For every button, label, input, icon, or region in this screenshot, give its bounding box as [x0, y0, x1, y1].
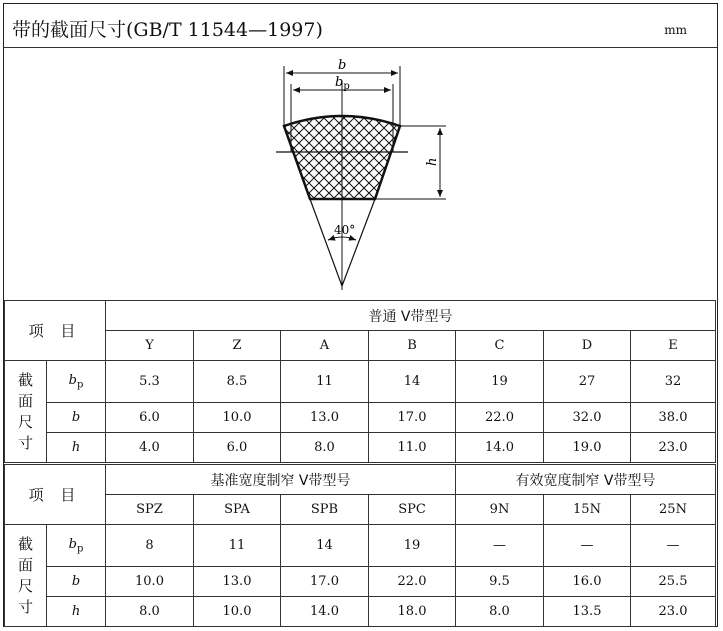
col-header: Y — [106, 331, 194, 361]
table-cell: 5.3 — [106, 361, 194, 403]
group-header-effective-width: 有效宽度制窄 V带型号 — [456, 465, 716, 495]
col-header: B — [369, 331, 456, 361]
row-symbol-b: b — [47, 567, 106, 597]
spec-frame — [3, 3, 718, 627]
table-cell: 10.0 — [194, 597, 281, 627]
table-cell: 8.5 — [194, 361, 281, 403]
table-cell: 22.0 — [456, 403, 544, 433]
table-cell: 23.0 — [631, 597, 716, 627]
col-header: SPC — [369, 495, 456, 525]
table-row — [5, 433, 716, 463]
table-cell: 8.0 — [281, 433, 369, 463]
table-cell: 14.0 — [456, 433, 544, 463]
col-header: 9N — [456, 495, 544, 525]
col-header: 25N — [631, 495, 716, 525]
col-header: D — [544, 331, 631, 361]
table-cell: 19 — [369, 525, 456, 567]
table-cell: 14.0 — [281, 597, 369, 627]
table-cell: — — [544, 525, 631, 567]
section-label: 截 面 尺 寸 — [5, 361, 47, 463]
row-symbol-bp: $b_p$ — [47, 525, 106, 567]
table-cell: 6.0 — [106, 403, 194, 433]
table-cell: 32 — [631, 361, 716, 403]
table-cell: 19 — [456, 361, 544, 403]
table-cell: 11 — [281, 361, 369, 403]
table-cell: 32.0 — [544, 403, 631, 433]
classic-v-belt-table — [4, 300, 716, 463]
table-cell: 14 — [369, 361, 456, 403]
group-header-datum-width: 基准宽度制窄 V带型号 — [106, 465, 456, 495]
section-label: 截 面 尺 寸 — [5, 525, 47, 627]
table-row — [5, 567, 716, 597]
table-cell: 17.0 — [369, 403, 456, 433]
table-cell: 19.0 — [544, 433, 631, 463]
table-cell: 11 — [194, 525, 281, 567]
row-symbol-h: h — [47, 433, 106, 463]
row-symbol-b: b — [47, 403, 106, 433]
table-cell: 27 — [544, 361, 631, 403]
table-cell: 6.0 — [194, 433, 281, 463]
row-symbol-h: h — [47, 597, 106, 627]
table-cell: 22.0 — [369, 567, 456, 597]
table-cell: 14 — [281, 525, 369, 567]
belt-section-figure — [4, 48, 717, 300]
col-header: SPB — [281, 495, 369, 525]
table-cell: 10.0 — [194, 403, 281, 433]
table-cell: 10.0 — [106, 567, 194, 597]
table-cell: — — [456, 525, 544, 567]
table-cell: 16.0 — [544, 567, 631, 597]
narrow-v-belt-table — [4, 464, 716, 627]
table-cell: 8 — [106, 525, 194, 567]
table-cell: 13.0 — [281, 403, 369, 433]
table-row — [5, 525, 716, 567]
col-header: A — [281, 331, 369, 361]
table-cell: — — [631, 525, 716, 567]
row-symbol-bp: $b_p$ — [47, 361, 106, 403]
col-header: SPA — [194, 495, 281, 525]
page-title: 带的截面尺寸(GB/T 11544—1997) — [12, 19, 323, 41]
belt-section-diagram — [4, 48, 716, 300]
table-cell: 13.5 — [544, 597, 631, 627]
angle-label: 40° — [334, 223, 356, 237]
col-header: SPZ — [106, 495, 194, 525]
table-cell: 38.0 — [631, 403, 716, 433]
table-cell: 9.5 — [456, 567, 544, 597]
table-row — [5, 361, 716, 403]
dim-bp-label: $b_p$ — [335, 75, 350, 92]
table-cell: 18.0 — [369, 597, 456, 627]
table-cell: 13.0 — [194, 567, 281, 597]
table-cell: 8.0 — [106, 597, 194, 627]
unit-label: mm — [664, 23, 687, 37]
table-cell: 23.0 — [631, 433, 716, 463]
title-row — [4, 4, 717, 48]
col-header: E — [631, 331, 716, 361]
col-header: 15N — [544, 495, 631, 525]
table-cell: 11.0 — [369, 433, 456, 463]
table-cell: 4.0 — [106, 433, 194, 463]
col-header: C — [456, 331, 544, 361]
table-row — [5, 597, 716, 627]
group-header-classic: 普通 V带型号 — [106, 301, 716, 331]
col-header: Z — [194, 331, 281, 361]
item-header: 项 目 — [5, 301, 106, 361]
table-cell: 17.0 — [281, 567, 369, 597]
dim-h-label: h — [425, 157, 440, 166]
dim-b-label: b — [338, 58, 347, 73]
item-header: 项 目 — [5, 465, 106, 525]
table-cell: 25.5 — [631, 567, 716, 597]
table-row — [5, 403, 716, 433]
table-cell: 8.0 — [456, 597, 544, 627]
